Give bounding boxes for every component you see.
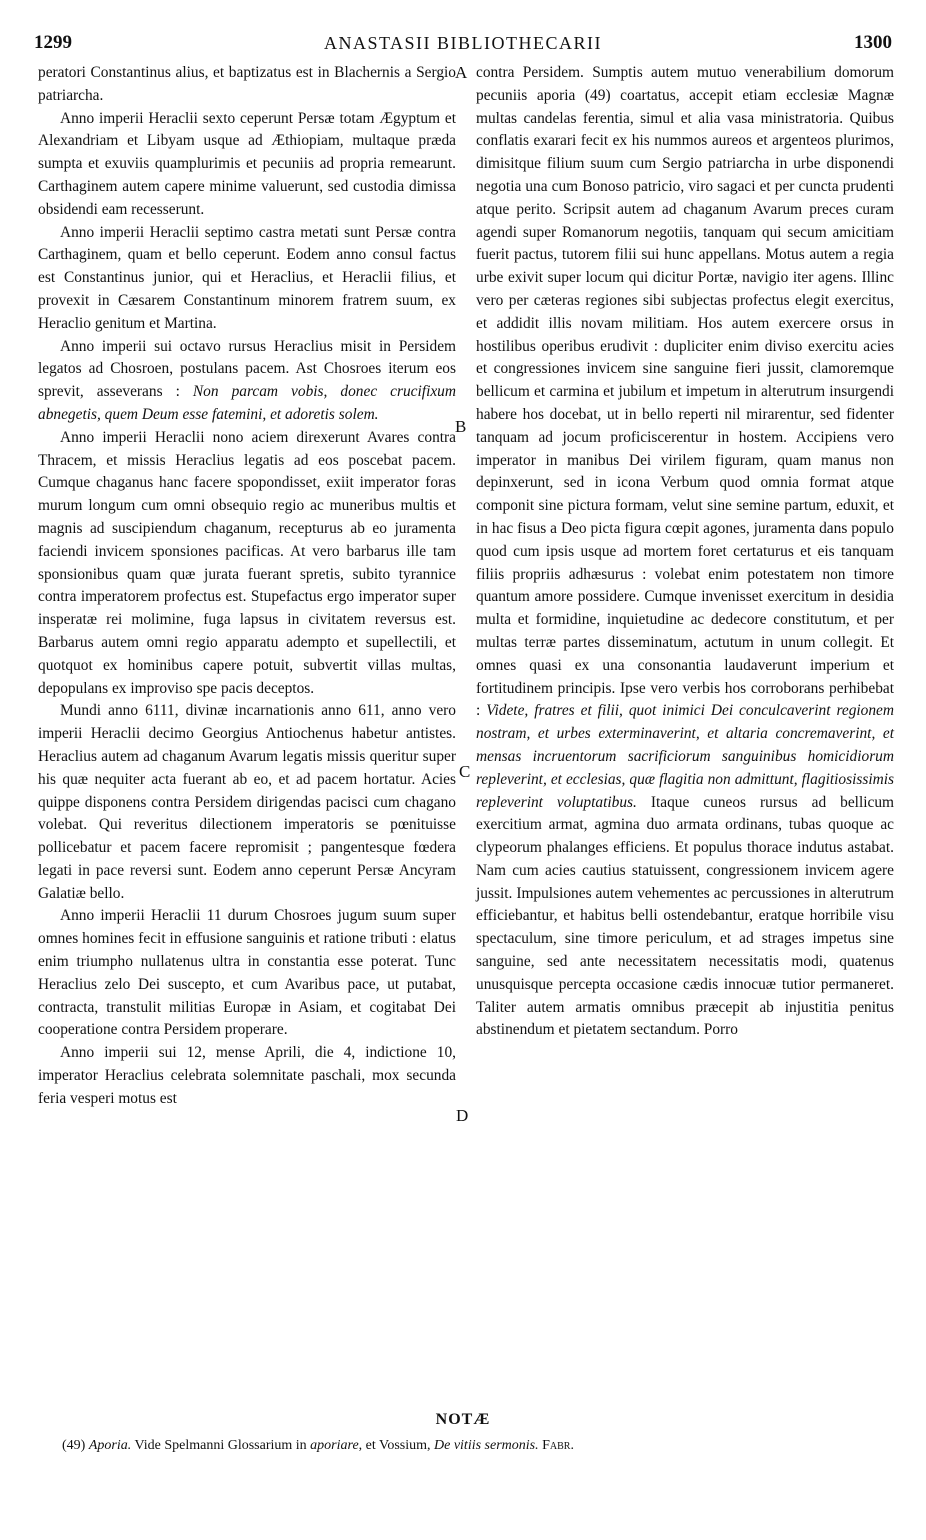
section-marker-d: D [456, 1106, 469, 1125]
paragraph: Mundi anno 6111, divinæ incarnationis anno 611, anno vero imperii Heraclii decimo Georgius Antiochenus habetur antistes. Heraclius autem ad chaganum Avarum legatis missis queritur super his quæ nequiter acta fuerant ab eo, et ad pacem hortatur. Acies quippe disponens contra Persidem dirigendas pacisci cum chagano volebat. Qui reveritus dilectionem imperatoris se pœnituisse pollicebatur et pacem facere repromisit ; pangentesque fœdera legati in pace reversi sunt. Eodem anno ceperunt Persæ Ancyram Galatiæ bello. [38, 702, 456, 902]
footnote-number: (49) [62, 1438, 89, 1453]
paragraph: Anno imperii Heraclii 11 durum Chosroes jugum suum super omnes homines fecit in effusione sanguinis et ratione tributi : elatus enim triumpho nullatenus ultra in constantia esse poterat. Tunc Heraclius zelo Dei suscepto, et cum Avaribus pace, ut putabat, contracta, transtulit militias Europæ in Asiam, et cogitabat Dei cooperatione contra Persidem properare. [38, 907, 456, 1039]
running-title: ANASTASII BIBLIOTHECARII [323, 33, 603, 53]
right-column [476, 62, 894, 1042]
paragraph: Anno imperii Heraclii sexto ceperunt Persæ totam Ægyptum et Alexandriam et Libyam usque ad Æthiopiam, multaque præda sumpta et exuviis quamplurimis et pecuniis ad propria remearunt. Carthaginem autem capere minime valuerunt, sed custodia dimissa obsidendi eam recesserunt. [38, 109, 456, 218]
section-marker-c: C [459, 762, 471, 781]
footnote-work-title: De vitiis sermonis. [434, 1438, 539, 1453]
footnote-text: , et Vossium, [358, 1438, 434, 1453]
quotation-italic: Videte, fratres et filii, quot inimici Dei conculcaverint regionem nostram, et urbes exterminaverint, et altaria concremaverint, et mensas incruentorum sacrificiorum sanguinibus homicidiorum repleverint, et ecclesias, quæ flagitia non admittunt, flagitiosissimis repleverint voluptatibus. [476, 702, 894, 811]
paragraph: Anno imperii sui 12, mense Aprili, die 4, indictione 10, imperator Heraclius celebrata solemnitate paschali, mox secunda feria vesperi motus est [38, 1044, 456, 1107]
paragraph [476, 62, 894, 1042]
running-header [30, 32, 896, 58]
quotation-italic: Non parcam vobis, donec crucifixum abnegetis, quem Deum esse fatemini, et adoretis solem. [38, 383, 456, 423]
paragraph [38, 336, 456, 427]
notes-heading: NOTÆ [435, 1411, 491, 1428]
footnote-author: Fabr. [538, 1438, 574, 1453]
section-marker-b: B [455, 417, 467, 436]
page-number-right: 1300 [854, 32, 892, 53]
footnote-term: Aporia. [88, 1438, 132, 1453]
paragraph-text: Anno imperii sui octavo rursus Heraclius misit in Persidem legatos ad Chosroen, postulans pacem. Ast Chosroes iterum eos sprevit, asseverans : [38, 337, 456, 401]
paragraph: Anno imperii Heraclii septimo castra metati sunt Persæ contra Carthaginem, quam et bello ceperunt. Eodem anno consul factus est Constantinus junior, qui et Heraclius, et Heraclii filius, et provexit in Cæsarem Constantinum minorem fratrem suum, ex Heraclio genitum et Martina. [38, 223, 456, 332]
paragraph: peratori Constantinus alius, et baptizatus est in Blachernis a Sergio patriarcha. [38, 64, 456, 104]
paragraph-text: Itaque cuneos rursus ad bellicum exercitium armat, agmina duo armata ordinans, tubas quoque ac clypeorum phalanges efficiens. Et populus thorace indutus astabat. Nam cum acies cautius statuissent, congressionem invicem agere jussit. Impulsiones autem vehementes ac percussiones in alterutrum efficiebantur, et habitus belli ostendebantur, eratque horribile visu spectaculum, sine timore periculum, et ad strages impetus sine sanguine, sed ante necessitatem necessitatis modi, quatenus unusquisque percepta occasione cædis innocuæ tutior permaneret. Taliter autem armatis omnibus præcepit ab injustitia penitus abstinendum et pietatem sectandum. Porro [476, 793, 894, 1039]
left-column [38, 62, 456, 1111]
page-number-left: 1299 [34, 32, 72, 53]
paragraph-text: contra Persidem. Sumptis autem mutuo venerabilium domorum pecuniis aporia (49) coartatus, accepit etiam ecclesiæ Magnæ multas candelas ferentia, simul et alia vasa ministratoria. Quibus conflatis exarari fecit ex his nummos aureos et argenteos plurimos, dimisitque filium suum cum Sergio patriarcha in urbe disponendi negotia una cum Bonoso patricio, viro sagaci et per cuncta prudenti atque perito. Scripsit autem ad chaganum Avarum preces curam agendi super Romanorum negotiis, tanquam qui secum amicitiam fuerit pactus, tutorem filii sui hunc appellans. Motus autem a regia urbe exivit super locum qui dicitur Portæ, navigio iter agens. Illinc vero per cæteras regiones sibi subjectas profectus elegit exercitus, et addidit illis novam militiam. Hos autem exercere orsus in hostilibus operibus erudivit : dupliciter enim diviso exercitu acies et congressiones invicem sine sanguine fieri jussit, clamoremque bellicum et carmina et jubilum et impetum in alterutrum insurgendi habere hos docebat, ut in bello reperti nil mirarentur, sed fidenter tanquam ad jocum proficiscerentur in hostem. Accipiens vero imperator in manibus Dei virilem figuram, quam manus non depinxerunt, sed in icona Verbum quod omnia format atque componit sine pictura formam, velut sine semine partum, eduxit, et in hac fisus a Deo picta figura cœpit agones, juramenta dans populo quod cum ipsis usque ad mortem foret certaturus et eis tanquam filiis propriis adhæsurus : volebat enim potestatem non timore quantum amore possidere. Cumque invenisset exercitum in desidia multa et formidine, inquietudine ac dedecore constitutum, et per multas terræ partes disseminatum, actutum in unum collegit. Et omnes quasi ex una consonantia laudaverunt imperium et fortitudinem principis. Ipse vero verbis hos corroborans perhibebat : [476, 64, 894, 720]
footnote-term: aporiare [310, 1438, 359, 1453]
footnote-text: Vide Spelmanni Glossarium in [131, 1438, 311, 1453]
footnote-49 [62, 1436, 882, 1456]
paragraph: Anno imperii Heraclii nono aciem direxerunt Avares contra Thracem, et missis Heraclius legatis ad eos poscebat pacem. Cumque chaganus hanc facere spopondisset, exiit imperator foras murum longum cum omni obsequio regio ac muneribus multis et magnis ad suscipiendum chaganum, recepturus ab eo juramenta faciendi invicem sponsiones pacificas. At vero barbarus ille tam sponsionibus quam quæ jurata fuerant spretis, subito tyrannice contra imperatorem profectus est. Stupefactus ergo imperator super insperatæ rei molimine, fuga lapsus in civitatem reversus est. Barbarus autem omni regio apparatu adempto et supellectili, et quotquot ex hominibus capere potuit, subvertit villas multas, depopulans ex improviso spe pacis deceptos. [38, 428, 456, 697]
section-marker-a: A [455, 63, 468, 82]
